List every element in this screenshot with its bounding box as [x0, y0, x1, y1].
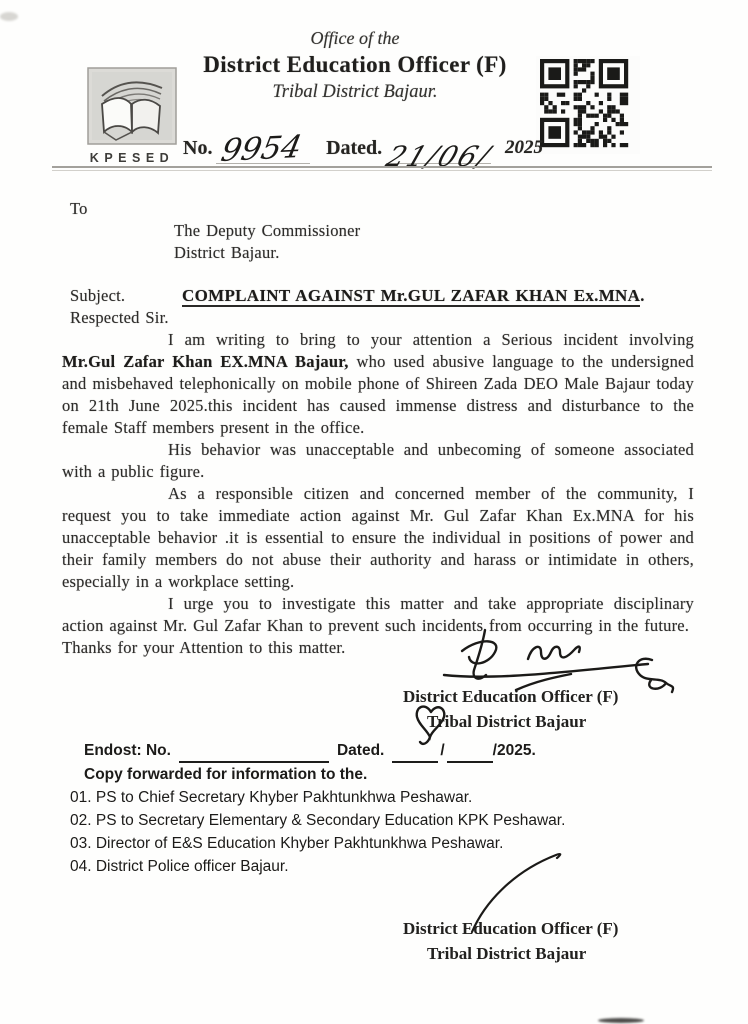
endorsement-item-4: 04. District Police officer Bajaur. [70, 857, 289, 875]
endorsement-item-2: 02. PS to Secretary Elementary & Secondary Education KPK Peshawar. [70, 811, 566, 829]
scan-smudge-top [0, 12, 18, 21]
qr-code [536, 56, 640, 154]
ref-date-handwritten: 21/06/ [382, 140, 497, 173]
office-of-the-line: Office of the [310, 28, 400, 48]
endost-month-blank [447, 749, 493, 763]
endorsement-no-line [84, 740, 630, 763]
endost-dated-label: Dated. [336, 742, 385, 759]
body-paragraph-3: As a responsible citizen and concerned member of the community, I request you to take immediate action against Mr. Gul Zafar Khan Ex.MNA for his unacceptable behavior .it is essential to ensure the individual in positions of power and their family members do not abuse their authority and harass or intimidate in others, especially in a workplace setting. [62, 484, 694, 591]
ref-dated-label: Dated. [326, 137, 383, 159]
closing-line: Thanks for your Attention to this matter. [62, 638, 346, 657]
header-divider [52, 166, 712, 171]
logo-label: KPESED [89, 151, 175, 165]
reference-number-line [183, 118, 543, 173]
subject-label: Subject. [70, 286, 126, 305]
copy-forwarded-line: Copy forwarded for information to the. [84, 765, 368, 783]
endorsement-item-1: 01. PS to Chief Secretary Khyber Pakhtunkhwa Peshawar. [70, 788, 473, 806]
ref-no-handwritten: 9954 [218, 128, 306, 170]
signature-block-2 [403, 916, 618, 966]
signatory-dept-1: Tribal District Bajaur [427, 712, 587, 731]
recipient-district: District Bajaur. [174, 243, 280, 262]
signatory-dept-2: Tribal District Bajaur [427, 944, 587, 963]
para1-bold-name: Mr.Gul Zafar Khan EX.MNA Bajaur, [62, 352, 349, 371]
body-paragraph-4: I urge you to investigate this matter and take appropriate disciplinary action against Mr. Gul Zafar Khan to prevent such incidents from occurring in the future. [62, 594, 694, 635]
para1-text-after: who used abusive language to the undersigned and misbehaved telephonically on mobile phone of Shireen Zada DEO Male Bajaur today on 21th June 2025.this incident has caused immense distress and disturbance to the female Staff members present in the office. [62, 352, 694, 437]
subject-text: COMPLAINT AGAINST Mr.GUL ZAFAR KHAN Ex.MNA [182, 286, 641, 305]
to-label: To [70, 199, 88, 218]
recipient-name: The Deputy Commissioner [174, 221, 361, 240]
spacer [62, 264, 694, 285]
body-paragraph-2: His behavior was unacceptable and unbecoming of someone associated with a public figure. [62, 440, 694, 481]
ref-no-blank [216, 128, 310, 170]
para1-text-before: I am writing to bring to your attention a Serious incident involving [168, 330, 694, 349]
letter-body [62, 192, 694, 659]
letterhead [120, 28, 590, 103]
endost-no-label: Endost: No. [84, 742, 171, 759]
endost-year-suffix: /2025. [492, 742, 536, 759]
ref-year: 2025 [505, 137, 543, 158]
page-title: District Education Officer (F) [203, 52, 507, 77]
subject-row [62, 285, 694, 307]
subject-period: . [640, 286, 645, 305]
endost-slash: / [440, 742, 445, 759]
signatory-title-1: District Education Officer (F) [403, 687, 619, 706]
endost-day-blank [392, 749, 438, 763]
ref-no-label: No. [183, 137, 213, 159]
endorsement-item-3: 03. Director of E&S Education Khyber Pakhtunkhwa Peshawar. [70, 834, 504, 852]
body-paragraph-1 [62, 329, 694, 439]
endost-no-blank [179, 749, 329, 763]
header-subtitle: Tribal District Bajaur. [272, 82, 438, 102]
signatory-title-2: District Education Officer (F) [403, 919, 619, 938]
scan-smudge-bottom [598, 1018, 644, 1023]
ref-date-blank [382, 134, 497, 173]
salutation: Respected Sir. [70, 308, 169, 327]
